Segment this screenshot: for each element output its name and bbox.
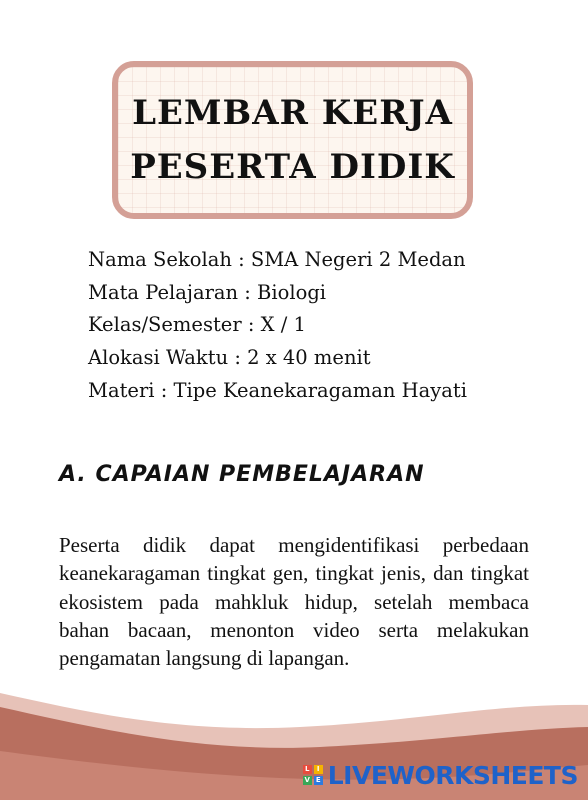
info-block [88,244,467,408]
info-school: Nama Sekolah : SMA Negeri 2 Medan [88,248,466,271]
liveworksheets-logo-text: LIVEWORKSHEETS [327,760,578,790]
logo-letter-l: L [303,765,312,774]
liveworksheets-logo[interactable] [303,760,578,790]
logo-letter-e: E [314,776,323,785]
info-material: Materi : Tipe Keanekaragaman Hayati [88,378,467,402]
logo-letter-i: I [314,765,323,774]
section-a-heading: A. CAPAIAN PEMBELAJARAN [59,462,425,487]
info-subject: Mata Pelajaran : Biologi [88,280,327,304]
info-time-allocation: Alokasi Waktu : 2 x 40 menit [88,346,371,370]
logo-letter-v: V [304,776,310,784]
title-line-1: LEMBAR KERJA [132,93,453,133]
info-class-semester: Kelas/Semester : X / 1 [88,313,306,337]
title-line-2: PESERTA DIDIK [130,147,455,187]
section-a-paragraph: Peserta didik dapat mengidentifikasi perbedaan keanekaragaman tingkat gen, tingkat jenis, dan tingkat ekosistem pada mahkluk hidup, setelah membaca bahan bacaan, menonton video serta melakukan pengamatan langsung di lapangan. [59,533,529,671]
liveworksheets-logo-icon [303,765,323,785]
title-box [112,61,473,219]
